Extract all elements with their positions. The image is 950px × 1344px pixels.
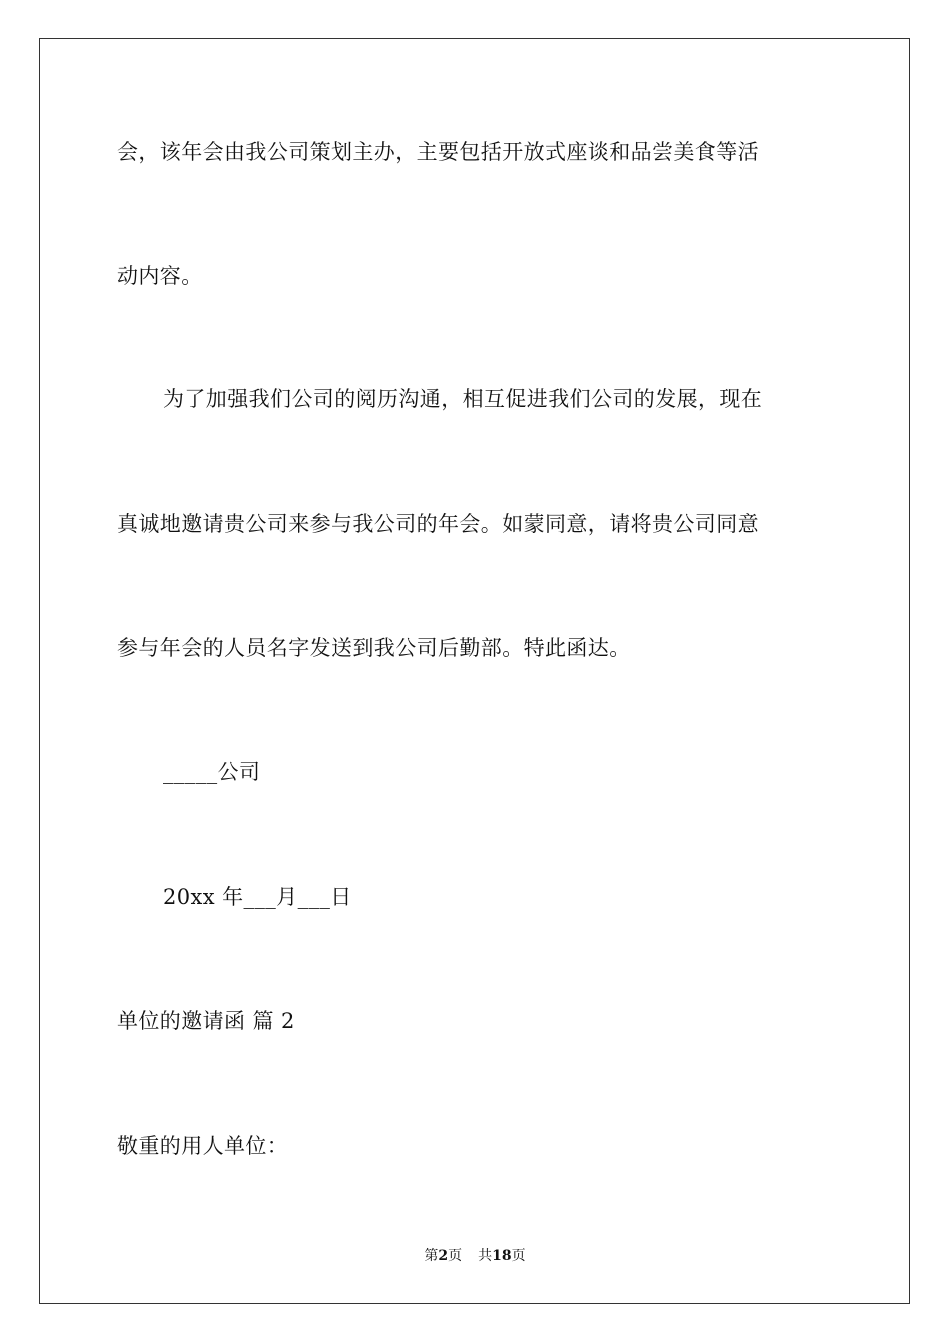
footer-total-suffix: 页: [511, 1248, 526, 1264]
footer-total-pages: 18: [492, 1248, 512, 1264]
page-border: [39, 38, 910, 1304]
footer-page-suffix: 页: [448, 1248, 463, 1264]
section-heading: 单位的邀请函 篇 2: [117, 1009, 295, 1033]
paragraph-line-1: 会，该年会由我公司策划主办，主要包括开放式座谈和品尝美食等活: [117, 140, 759, 164]
paragraph-line-2: 动内容。: [117, 264, 203, 288]
footer-page-number: 2: [438, 1248, 449, 1264]
paragraph-line-4: 真诚地邀请贵公司来参与我公司的年会。如蒙同意，请将贵公司同意: [117, 512, 759, 536]
paragraph-line-3: 为了加强我们公司的阅历沟通，相互促进我们公司的发展，现在: [163, 387, 763, 411]
footer-page-prefix: 第: [424, 1248, 439, 1264]
paragraph-line-5: 参与年会的人员名字发送到我公司后勤部。特此函达。: [117, 636, 631, 660]
salutation: 敬重的用人单位：: [117, 1134, 289, 1158]
footer-total-prefix: 共: [478, 1248, 493, 1264]
signature-date: 20xx 年___月___日: [163, 885, 352, 909]
signature-company: _____公司: [163, 760, 261, 784]
page-footer: [0, 1246, 950, 1266]
